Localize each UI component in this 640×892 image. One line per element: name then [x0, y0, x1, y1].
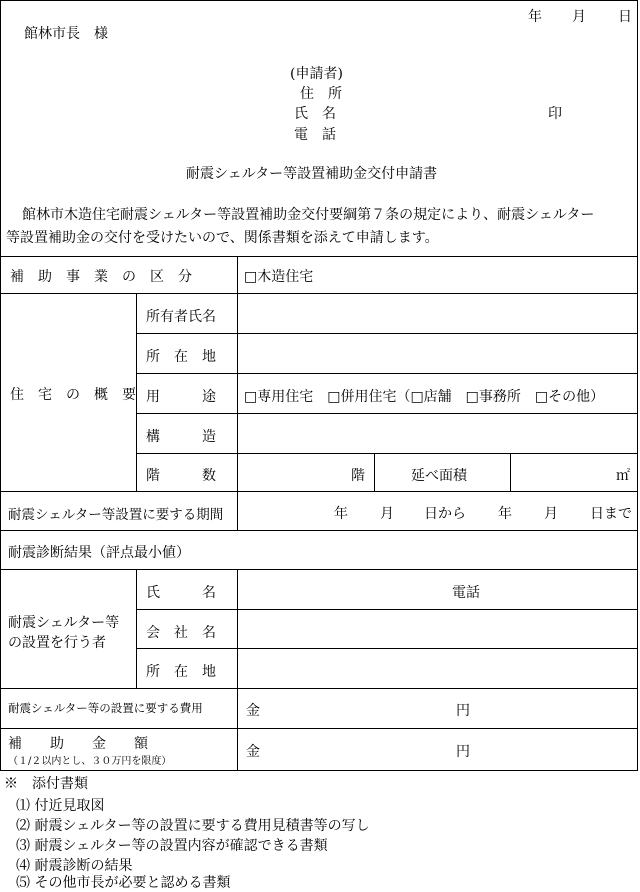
cost-unit: 円 [456, 703, 470, 719]
row-line [0, 256, 638, 257]
cost-prefix: 金 [246, 703, 260, 719]
row-line [136, 413, 638, 414]
use-options[interactable]: □専用住宅 □併用住宅（□店舗 □事務所 □その他） [244, 389, 605, 405]
period-start-month: 月 [380, 506, 394, 522]
floors-label: 階 数 [146, 468, 216, 484]
row-line [136, 648, 638, 649]
category-value[interactable]: □木造住宅 [244, 269, 314, 285]
owner-name-label: 所有者氏名 [146, 309, 216, 325]
attachment-item: ⑷ 耐震診断の結果 [16, 858, 133, 874]
installer-location-label: 所 在 地 [146, 664, 216, 680]
addressee: 館林市長 様 [24, 26, 108, 42]
period-end-month: 月 [544, 506, 558, 522]
col-line [237, 256, 238, 530]
structure-label: 構 造 [146, 429, 216, 445]
period-start-day: 日から [424, 506, 466, 522]
row-line [0, 491, 638, 492]
document-title: 耐震シェルター等設置補助金交付申請書 [186, 166, 438, 182]
row-line [0, 688, 638, 689]
period-end-year: 年 [498, 506, 512, 522]
attachment-item: ⑵ 耐震シェルター等の設置に要する費用見積書等の写し [16, 818, 370, 834]
attachment-item: ⑸ その他市長が必要と認める書類 [16, 875, 231, 891]
date-year: 年 [528, 9, 542, 25]
date-month: 月 [572, 9, 586, 25]
floors-unit: 階 [351, 468, 365, 484]
subsidy-prefix: 金 [246, 744, 260, 760]
row-line [0, 728, 638, 729]
applicant-phone-label: 電 話 [294, 127, 336, 143]
row-line [136, 453, 638, 454]
period-start-year: 年 [334, 506, 348, 522]
row-line [0, 530, 638, 531]
installer-label-line1: 耐震シェルター等 [8, 615, 120, 631]
attachments-heading: ※ 添付書類 [4, 776, 88, 792]
diagnosis-label: 耐震診断結果（評点最小値） [8, 545, 190, 561]
row-line [0, 293, 638, 294]
category-label: 補 助 事 業 の 区 分 [10, 269, 192, 285]
period-end-day: 日まで [590, 506, 632, 522]
col-line [136, 569, 137, 688]
period-label: 耐震シェルター等設置に要する期間 [8, 507, 224, 523]
row-line [136, 609, 638, 610]
subsidy-label: 補 助 金 額 [8, 736, 148, 752]
floor-area-label: 延べ面積 [411, 468, 467, 484]
seal-mark: 印 [548, 106, 562, 122]
applicant-address-label: 住 所 [300, 86, 342, 102]
installer-name-label: 氏 名 [146, 585, 216, 601]
use-label: 用 途 [146, 389, 216, 405]
col-line [136, 293, 137, 491]
row-line [0, 569, 638, 570]
body-text-line2: 等設置補助金の交付を受けたいので、関係書類を添えて申請します。 [6, 230, 439, 246]
floor-area-unit: ㎡ [616, 468, 630, 484]
subsidy-unit: 円 [456, 744, 470, 760]
attachment-item: ⑶ 耐震シェルター等の設置内容が確認できる書類 [16, 838, 328, 854]
house-overview-label: 住 宅 の 概 要 [10, 387, 136, 403]
applicant-label: (申請者) [290, 66, 343, 82]
col-line [237, 569, 238, 771]
cost-label: 耐震シェルター等の設置に要する費用 [8, 701, 203, 715]
house-location-label: 所 在 地 [146, 349, 216, 365]
date-day: 日 [618, 9, 632, 25]
applicant-name-label: 氏 名 [294, 106, 336, 122]
installer-label-line2: の設置を行う者 [8, 635, 106, 651]
installer-phone-label: 電話 [452, 585, 480, 601]
body-text-line1: 館林市木造住宅耐震シェルター等設置補助金交付要綱第７条の規定により、耐震シェルター [22, 207, 595, 223]
row-line [136, 333, 638, 334]
col-line [374, 453, 375, 491]
attachment-item: ⑴ 付近見取図 [16, 798, 105, 814]
subsidy-note: （１/２以内とし、３０万円を限度） [8, 756, 172, 767]
row-line [136, 373, 638, 374]
col-line [510, 453, 511, 491]
company-label: 会 社 名 [146, 625, 216, 641]
